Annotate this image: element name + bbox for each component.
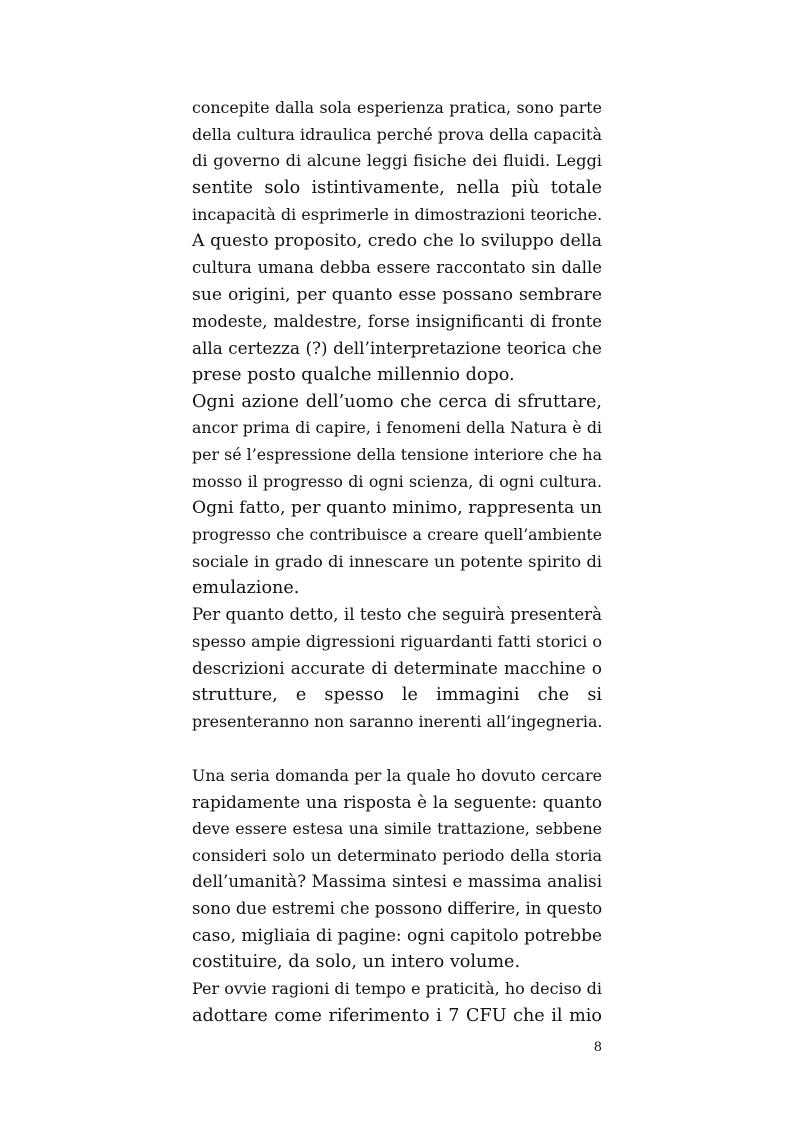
text-line: alla certezza (?) dell’interpretazione teorica che	[192, 338, 602, 359]
text-line: emulazione.	[192, 578, 300, 599]
text-line: per sé l’espressione della tensione interiore che ha	[192, 444, 602, 464]
body-text	[192, 95, 602, 1029]
text-line: strutture, e spesso le immagini che si	[192, 685, 602, 706]
text-line: progresso che contribuisce a creare quell’ambiente	[192, 526, 602, 544]
paragraph-gap	[192, 736, 602, 763]
text-line: sentite solo istintivamente, nella più totale	[192, 178, 602, 199]
text-line: sue origini, per quanto esse possano sembrare	[192, 284, 602, 305]
text-line: Una seria domanda per la quale ho dovuto cercare	[192, 765, 602, 785]
text-line: A questo proposito, credo che lo sviluppo della	[192, 231, 602, 252]
text-line: descrizioni accurate di determinate macchine o	[192, 658, 602, 679]
text-line: mosso il progresso di ogni scienza, di ogni cultura.	[192, 471, 602, 491]
text-line: concepite dalla sola esperienza pratica, sono parte	[192, 98, 602, 117]
text-line: rapidamente una risposta è la seguente: quanto	[192, 792, 602, 813]
text-line: Ogni azione dell’uomo che cerca di sfruttare,	[192, 391, 602, 412]
text-line: sono due estremi che possono differire, in questo	[192, 898, 603, 918]
text-line: ancor prima di capire, i fenomeni della Natura è di	[192, 418, 602, 438]
text-line: sociale in grado di innescare un potente spirito di	[192, 551, 602, 571]
text-line: cultura umana debba essere raccontato sin dalle	[192, 258, 602, 278]
text-line: presenteranno non saranno inerenti all’ingegneria.	[192, 711, 603, 731]
text-line: adottare come riferimento i 7 CFU che il mio	[192, 1005, 602, 1026]
text-line: costituire, da solo, un intero volume.	[192, 952, 521, 973]
text-line: Ogni fatto, per quanto minimo, rappresenta un	[192, 498, 602, 519]
text-line: incapacità di esprimerle in dimostrazioni teoriche.	[192, 204, 603, 224]
text-line: caso, migliaia di pagine: ogni capitolo potrebbe	[192, 925, 603, 946]
text-line: dell’umanità? Massima sintesi e massima analisi	[192, 872, 602, 892]
page-number: 8	[593, 1040, 602, 1055]
text-line: consideri solo un determinato periodo della storia	[192, 845, 602, 865]
text-line: di governo di alcune leggi fisiche dei fluidi. Leggi	[192, 151, 602, 171]
text-line: Per ovvie ragioni di tempo e praticità, ho deciso di	[192, 979, 602, 998]
text-line: della cultura idraulica perché prova della capacità	[192, 124, 602, 144]
text-line: modeste, maldestre, forse insignificanti di fronte	[192, 311, 602, 331]
text-line: Per quanto detto, il testo che seguirà presenterà	[192, 605, 602, 625]
text-line: deve essere estesa una simile trattazione, sebbene	[192, 818, 602, 838]
text-line: spesso ampie digressioni riguardanti fatti storici o	[192, 631, 602, 651]
text-line: prese posto qualche millennio dopo.	[192, 364, 515, 385]
